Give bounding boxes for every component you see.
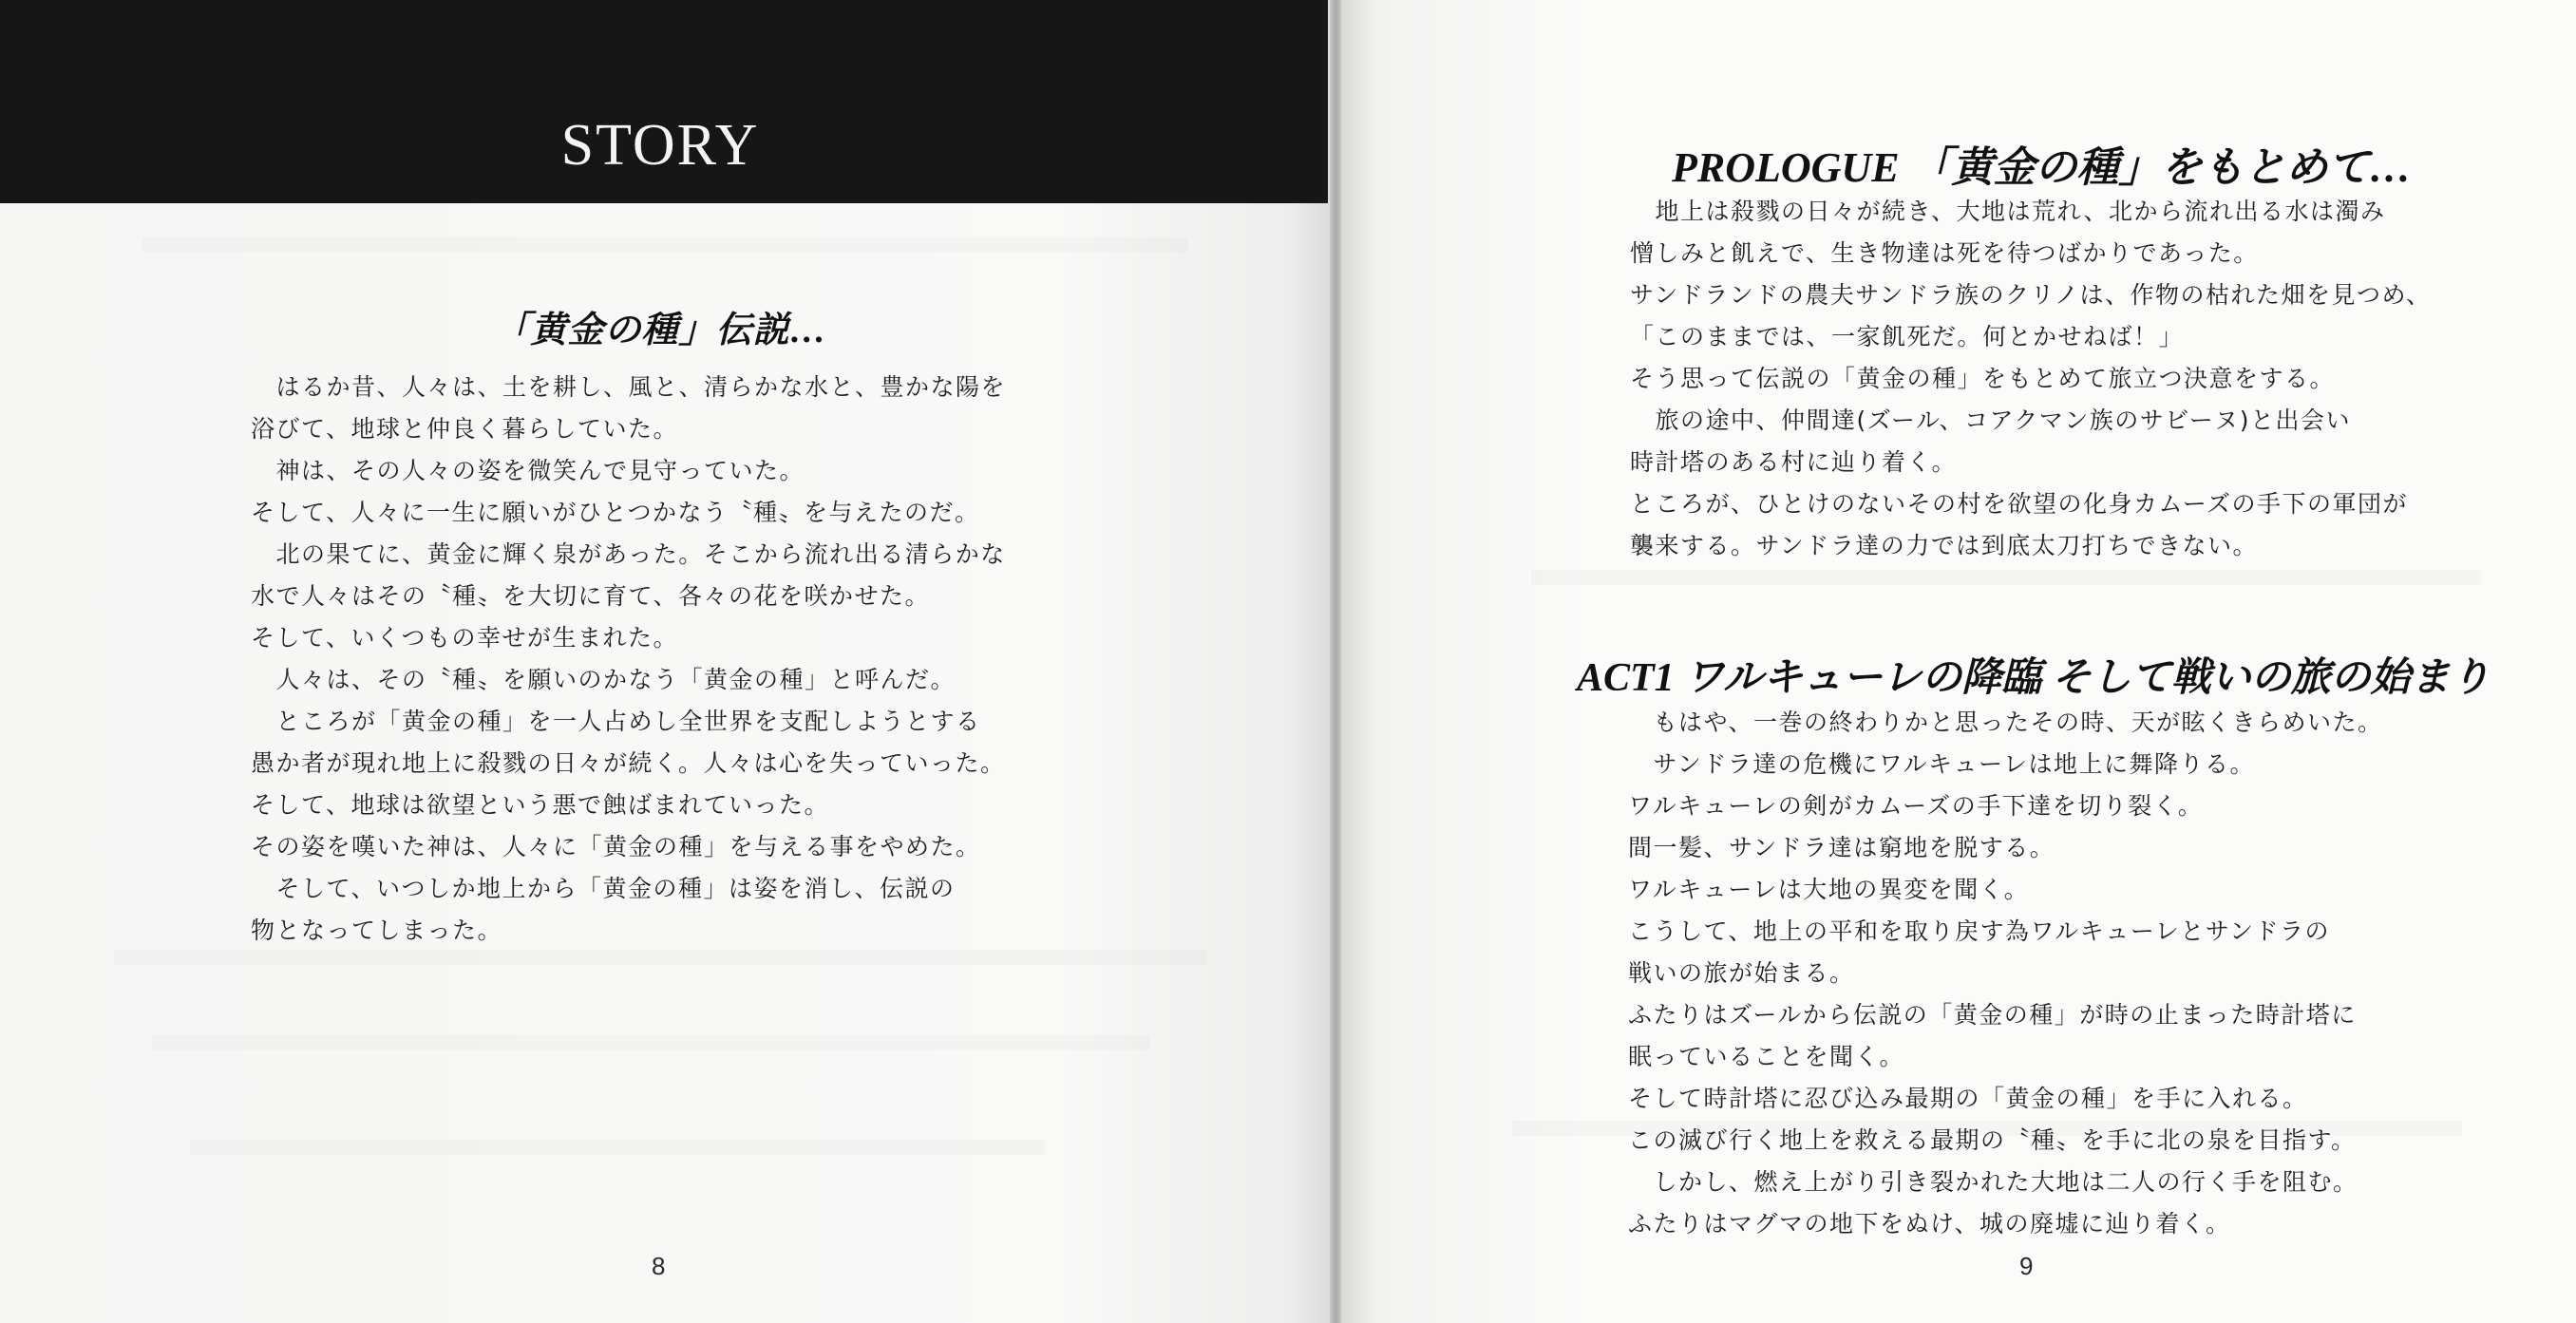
text-line: ワルキューレは大地の異変を聞く。 (1628, 876, 2030, 903)
text-line: 北の果てに、黄金に輝く泉があった。そこから流れ出る清らかな (251, 540, 1006, 568)
text-line: 眠っていることを聞く。 (1628, 1043, 1905, 1070)
text-line: 間一髪、サンドラ達は窮地を脱する。 (1628, 834, 2055, 861)
text-line: そして時計塔に忍び込み最期の「黄金の種」を手に入れる。 (1628, 1085, 2308, 1112)
page-number-left: 8 (652, 1252, 666, 1280)
text-line: サンドランドの農夫サンドラ族のクリノは、作物の枯れた畑を見つめ、 (1630, 281, 2432, 309)
text-line: 襲来する。サンドラ達の力では到底太刀打ちできない。 (1630, 532, 2259, 559)
legend-body-text (251, 367, 1006, 952)
text-line: こうして、地上の平和を取り戻す為ワルキューレとサンドラの (1628, 917, 2331, 945)
text-line: 物となってしまった。 (251, 917, 503, 944)
text-line: そして、人々に一生に願いがひとつかなう〝種〟を与えたのだ。 (251, 499, 980, 526)
text-line: その姿を嘆いた神は、人々に「黄金の種」を与える事をやめた。 (251, 833, 981, 860)
text-line: ワルキューレの剣がカムーズの手下達を切り裂く。 (1628, 792, 2204, 820)
text-line: そして、いくつもの幸せが生まれた。 (251, 624, 679, 652)
page-number-right: 9 (2019, 1252, 2034, 1280)
text-line: 水で人々はその〝種〟を大切に育て、各々の花を咲かせた。 (251, 582, 931, 610)
text-line: もはや、一巻の終わりかと思ったその時、天が眩くきらめいた。 (1628, 709, 2383, 736)
text-line: 「このままでは、一家飢死だ。何とかせねば！」 (1630, 323, 2185, 350)
show-through-texture (1531, 570, 2481, 585)
section-heading-prologue: PROLOGUE 「黄金の種」をもとめて… (1672, 144, 2412, 191)
prologue-body-text (1630, 191, 2432, 567)
text-line: しかし、燃え上がり引き裂かれた大地は二人の行く手を阻む。 (1628, 1168, 2358, 1196)
show-through-texture (190, 1140, 1045, 1155)
text-line: 浴びて、地球と仲良く暮らしていた。 (251, 415, 679, 443)
section-heading-act1: ACT1 ワルキューレの降臨 そして戦いの旅の始まり (1577, 656, 2491, 700)
text-line: 神は、その人々の姿を微笑んで見守っていた。 (251, 457, 805, 484)
text-line: ところが、ひとけのないその村を欲望の化身カムーズの手下の軍団が (1630, 490, 2409, 518)
text-line: 憎しみと飢えで、生き物達は死を待つばかりであった。 (1630, 239, 2259, 267)
text-line: 愚か者が現れ地上に殺戮の日々が続く。人々は心を失っていった。 (251, 749, 1006, 777)
text-line: サンドラ達の危機にワルキューレは地上に舞降りる。 (1628, 750, 2256, 778)
text-line: 旅の途中、仲間達(ズール、コアクマン族のサビーヌ)と出会い (1630, 406, 2352, 434)
text-line: そして、いつしか地上から「黄金の種」は姿を消し、伝説の (251, 875, 956, 902)
text-line: そして、地球は欲望という悪で蝕ばまれていった。 (251, 791, 830, 819)
text-line: 人々は、その〝種〟を願いのかなう「黄金の種」と呼んだ。 (251, 666, 957, 693)
text-line: ところが「黄金の種」を一人占めし全世界を支配しようとする (251, 708, 981, 735)
text-line: ふたりはズールから伝説の「黄金の種」が時の止まった時計塔に (1628, 1001, 2357, 1029)
text-line: はるか昔、人々は、土を耕し、風と、清らかな水と、豊かな陽を (251, 373, 1007, 401)
show-through-texture (152, 1035, 1149, 1050)
text-line: 時計塔のある村に辿り着く。 (1630, 448, 1958, 476)
show-through-texture (114, 950, 1206, 965)
page-title: STORY (560, 113, 760, 178)
section-heading-legend: 「黄金の種」伝説… (493, 311, 827, 350)
act1-body-text (1628, 702, 2383, 1245)
show-through-texture (142, 237, 1187, 253)
text-line: 戦いの旅が始まる。 (1628, 959, 1855, 987)
right-page (1341, 0, 2576, 1323)
book-gutter (1330, 0, 1341, 1323)
text-line: ふたりはマグマの地下をぬけ、城の廃墟に辿り着く。 (1628, 1210, 2231, 1238)
text-line: 地上は殺戮の日々が続き、大地は荒れ、北から流れ出る水は濁み (1630, 198, 2386, 225)
text-line: この滅び行く地上を救える最期の〝種〟を手に北の泉を目指す。 (1628, 1126, 2357, 1154)
text-line: そう思って伝説の「黄金の種」をもとめて旅立つ決意をする。 (1630, 365, 2336, 392)
